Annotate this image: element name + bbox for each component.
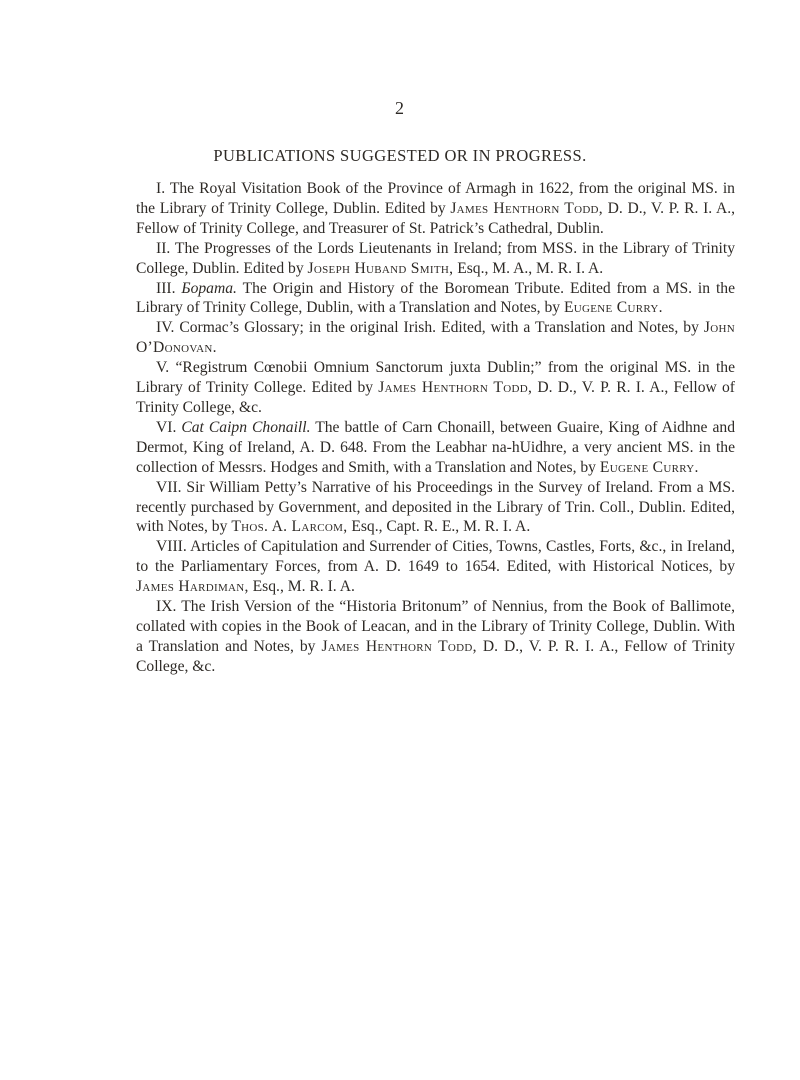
entry-v xyxy=(136,358,735,418)
entry-i xyxy=(136,179,735,239)
page-number: 2 xyxy=(395,98,405,118)
entry-text: Sir William Petty’s Narrative of his Proceedings in the Survey of Ireland. From a MS. recently purchased by Government, and deposited in the Library of Trin. Coll., Dublin. Edited, with Notes, by xyxy=(136,478,735,536)
entry-text: Cormac’s Glossary; in the original Irish. Edited, with a Translation and Notes, by xyxy=(179,319,699,337)
entry-numeral: IX. xyxy=(156,598,177,616)
entry-numeral: VI. xyxy=(156,418,177,436)
entry-numeral: VIII. xyxy=(156,538,187,556)
editor-name: James Hardiman, xyxy=(136,578,249,596)
entry-text: The battle of Carn Chonaill, between Guaire, King of Aidhne and Dermot, King of Ireland, A. D. 648. From the Leabhar na-hUidhre, a very ancient MS. in the collection of Messrs. Hodges and Smith, with a Translation and Notes, by xyxy=(136,418,735,476)
entry-iii xyxy=(136,279,735,319)
entry-vi xyxy=(136,418,735,478)
entry-text: Esq., M. A., M. R. I. A. xyxy=(457,259,604,277)
entry-numeral: IV. xyxy=(156,319,175,337)
entry-text: The Origin and History of the Boromean Tribute. Edited from a MS. in the Library of Trinity College, Dublin, with a Translation and Notes, by xyxy=(136,279,735,317)
entry-numeral: II. xyxy=(156,239,171,257)
entry-text: Esq., Capt. R. E., M. R. I. A. xyxy=(351,518,531,536)
entry-text: D. D., V. P. R. I. A., Fellow of Trinity College, &c. xyxy=(136,637,736,675)
entry-text: “Registrum Cœnobii Omnium Sanctorum juxta Dublin;” from the original MS. in the Library of Trinity College. Edited by xyxy=(136,359,736,397)
entry-text: D. D., V. P. R. I. A., Fellow of Trinity College, &c. xyxy=(136,379,736,416)
editor-name: James Henthorn Todd, xyxy=(450,199,604,217)
editor-name: Eugene Curry. xyxy=(599,458,699,476)
entry-text: Articles of Capitulation and Surrender of Cities, Towns, Castles, Forts, &c., in Ireland, to the Parliamentary Forces, from A. D. 1649 to 1654. Edited, with Historical Notices, by xyxy=(136,538,735,576)
entry-numeral: III. xyxy=(156,279,176,297)
irish-title: Ƃopama. xyxy=(181,279,237,297)
editor-name: Thos. A. Larcom, xyxy=(231,518,348,536)
entry-viii xyxy=(136,537,735,597)
editor-name: John O’Donovan. xyxy=(136,319,735,357)
editor-name: Eugene Curry. xyxy=(563,299,663,317)
entry-text: D. D., V. P. R. I. A., Fellow of Trinity College, and Treasurer of St. Patrick’s Cathedral, Dublin. xyxy=(136,199,736,237)
entry-ix xyxy=(136,597,735,677)
entry-text: The Irish Version of the “Historia Britonum” of Nennius, from the Book of Ballimote, collated with copies in the Book of Leacan, and in the Library of Trinity College, Dublin. With a Translation and Notes, by xyxy=(136,598,736,655)
entry-ii xyxy=(136,239,735,279)
editor-name: James Henthorn Todd, xyxy=(321,637,477,655)
entry-numeral: VII. xyxy=(156,478,182,496)
entry-vii xyxy=(136,478,735,538)
irish-title: Cat Caipn Chonaill. xyxy=(181,418,311,436)
entry-iv xyxy=(136,318,735,358)
page-heading: PUBLICATIONS SUGGESTED OR IN PROGRESS. xyxy=(213,146,587,165)
entry-numeral: V. xyxy=(156,359,170,377)
editor-name: Joseph Huband Smith, xyxy=(307,259,454,277)
entry-numeral: I. xyxy=(156,180,166,197)
editor-name: James Henthorn Todd, xyxy=(378,379,533,397)
publications-list xyxy=(136,179,735,677)
entry-text: Esq., M. R. I. A. xyxy=(252,578,355,596)
entry-text: The Royal Visitation Book of the Province of Armagh in 1622, from the original MS. in the Library of Trinity College, Dublin. Edited by xyxy=(136,180,735,217)
entry-text: The Progresses of the Lords Lieutenants in Ireland; from MSS. in the Library of Trinity College, Dublin. Edited by xyxy=(136,239,735,277)
